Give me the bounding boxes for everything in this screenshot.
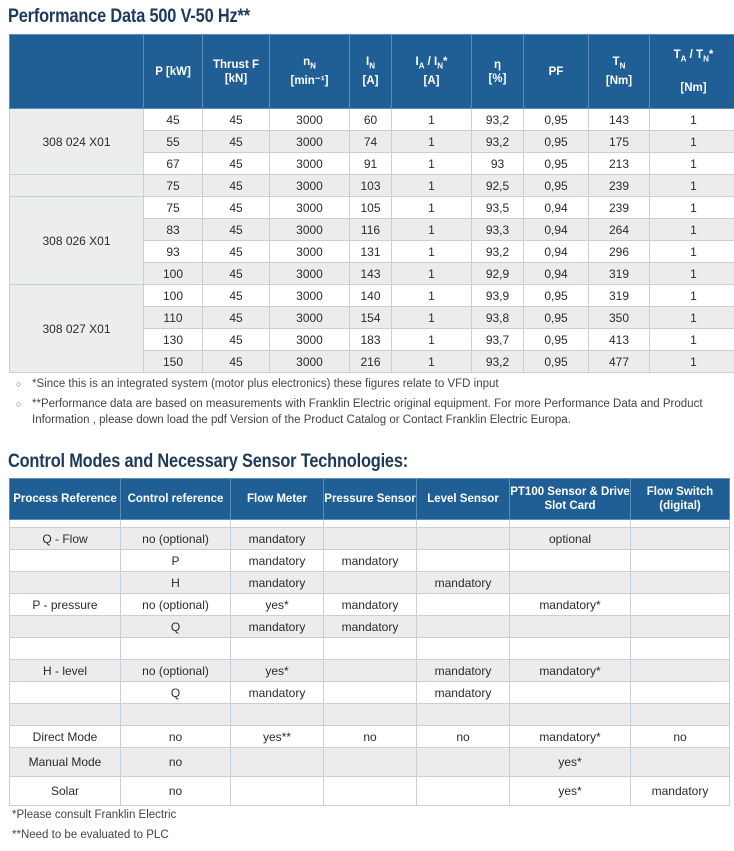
performance-cell: 140 <box>350 285 392 307</box>
performance-cell: 91 <box>350 153 392 175</box>
control-cell <box>417 550 510 572</box>
performance-cell: 150 <box>144 351 203 373</box>
performance-cell: 1 <box>392 175 472 197</box>
control-cell <box>631 682 730 704</box>
control-cell: yes* <box>510 748 631 777</box>
performance-cell: 93,2 <box>472 131 524 153</box>
control-cell <box>417 528 510 550</box>
header-level-sensor: Level Sensor <box>417 479 510 520</box>
control-cell: no <box>631 726 730 748</box>
model-cell: 308 026 X01 <box>10 197 144 285</box>
performance-cell: 45 <box>203 285 270 307</box>
performance-cell: 175 <box>589 131 650 153</box>
header-nn: $n_N$ [min⁻¹] <box>270 35 350 109</box>
control-cell: mandatory* <box>510 594 631 616</box>
process-reference-cell <box>10 704 121 726</box>
performance-cell: 0,95 <box>524 153 589 175</box>
performance-cell: 0,95 <box>524 175 589 197</box>
performance-cell: 1 <box>650 175 734 197</box>
control-cell: yes* <box>231 660 324 682</box>
performance-cell: 45 <box>203 351 270 373</box>
performance-cell: 45 <box>144 109 203 131</box>
control-row <box>10 704 730 726</box>
performance-cell: 3000 <box>270 109 350 131</box>
control-cell: mandatory <box>324 616 417 638</box>
control-cell: no (optional) <box>121 594 231 616</box>
control-row <box>10 572 730 594</box>
performance-cell: 0,95 <box>524 351 589 373</box>
control-cell: optional <box>510 528 631 550</box>
control-cell <box>324 748 417 777</box>
control-cell <box>510 616 631 638</box>
control-cell <box>510 704 631 726</box>
performance-cell: 1 <box>392 153 472 175</box>
header-flow-switch: Flow Switch (digital) <box>631 479 730 520</box>
control-cell <box>417 594 510 616</box>
control-header-row <box>10 479 730 520</box>
control-cell <box>417 704 510 726</box>
performance-row <box>10 175 734 197</box>
performance-cell: 93,3 <box>472 219 524 241</box>
control-cell <box>631 528 730 550</box>
performance-cell: 75 <box>144 175 203 197</box>
performance-cell: 350 <box>589 307 650 329</box>
performance-cell: 1 <box>650 307 734 329</box>
control-cell: Q <box>121 616 231 638</box>
performance-cell: 1 <box>650 241 734 263</box>
control-cell <box>510 572 631 594</box>
performance-cell: 103 <box>350 175 392 197</box>
control-row <box>10 777 730 806</box>
control-cell: Q <box>121 682 231 704</box>
control-cell: no <box>324 726 417 748</box>
performance-row <box>10 285 734 307</box>
performance-cell: 110 <box>144 307 203 329</box>
performance-cell: 154 <box>350 307 392 329</box>
control-cell: mandatory <box>631 777 730 806</box>
performance-cell: 1 <box>392 197 472 219</box>
performance-cell: 92,9 <box>472 263 524 285</box>
control-cell: mandatory <box>231 616 324 638</box>
process-reference-cell <box>10 520 121 528</box>
control-row <box>10 660 730 682</box>
control-cell <box>324 682 417 704</box>
control-cell <box>417 616 510 638</box>
performance-cell: 3000 <box>270 219 350 241</box>
performance-cell: 1 <box>650 351 734 373</box>
performance-cell: 1 <box>392 307 472 329</box>
performance-cell: 93,2 <box>472 351 524 373</box>
control-cell <box>121 704 231 726</box>
performance-cell: 45 <box>203 175 270 197</box>
performance-cell: 1 <box>650 329 734 351</box>
control-cell <box>631 638 730 660</box>
process-reference-cell: Manual Mode <box>10 748 121 777</box>
performance-cell: 1 <box>392 109 472 131</box>
header-tn: $T_N$ [Nm] <box>589 35 650 109</box>
performance-header-row <box>10 35 734 109</box>
performance-cell: 413 <box>589 329 650 351</box>
process-reference-cell: H - level <box>10 660 121 682</box>
header-pt100: PT100 Sensor & Drive Slot Card <box>510 479 631 520</box>
performance-notes <box>16 376 716 428</box>
header-control-reference: Control reference <box>121 479 231 520</box>
process-reference-cell <box>10 616 121 638</box>
header-blank <box>10 35 144 109</box>
header-ta-tn: $T_A / T_N*$ [Nm] <box>650 35 734 109</box>
performance-cell: 1 <box>650 109 734 131</box>
performance-cell: 1 <box>650 153 734 175</box>
header-ia-in: $I_A / I_N*$ [A] <box>392 35 472 109</box>
control-cell: mandatory <box>417 572 510 594</box>
performance-cell: 0,94 <box>524 241 589 263</box>
performance-cell: 0,95 <box>524 307 589 329</box>
performance-cell: 3000 <box>270 329 350 351</box>
performance-cell: 1 <box>650 285 734 307</box>
control-cell <box>631 748 730 777</box>
performance-cell: 93,8 <box>472 307 524 329</box>
performance-cell: 319 <box>589 285 650 307</box>
performance-cell: 3000 <box>270 307 350 329</box>
control-row <box>10 616 730 638</box>
control-row <box>10 748 730 777</box>
performance-cell: 74 <box>350 131 392 153</box>
control-cell <box>231 704 324 726</box>
performance-cell: 143 <box>589 109 650 131</box>
performance-cell: 0,95 <box>524 131 589 153</box>
control-cell <box>631 572 730 594</box>
control-cell <box>324 777 417 806</box>
control-cell: no <box>121 726 231 748</box>
control-cell <box>324 638 417 660</box>
performance-cell: 3000 <box>270 131 350 153</box>
performance-cell: 105 <box>350 197 392 219</box>
process-reference-cell <box>10 572 121 594</box>
control-cell <box>510 520 631 528</box>
control-cell: mandatory <box>417 682 510 704</box>
control-cell <box>510 550 631 572</box>
note-vfd: ○ *Since this is an integrated system (motor plus electronics) these figures relate to VFD input <box>16 376 716 392</box>
control-cell <box>324 660 417 682</box>
control-cell: no (optional) <box>121 660 231 682</box>
performance-cell: 0,95 <box>524 285 589 307</box>
process-reference-cell <box>10 638 121 660</box>
performance-cell: 93,2 <box>472 109 524 131</box>
control-cell: mandatory <box>231 572 324 594</box>
control-cell <box>231 520 324 528</box>
control-cell: H <box>121 572 231 594</box>
control-cell <box>631 616 730 638</box>
performance-cell: 130 <box>144 329 203 351</box>
performance-cell: 1 <box>392 329 472 351</box>
control-cell: mandatory <box>231 682 324 704</box>
performance-cell: 1 <box>650 197 734 219</box>
control-row <box>10 528 730 550</box>
performance-cell: 116 <box>350 219 392 241</box>
performance-cell: 0,94 <box>524 263 589 285</box>
control-cell: P <box>121 550 231 572</box>
control-cell: mandatory <box>231 528 324 550</box>
control-cell: mandatory <box>324 550 417 572</box>
performance-cell: 3000 <box>270 197 350 219</box>
header-pf: PF <box>524 35 589 109</box>
header-thrust: Thrust F [kN] <box>203 35 270 109</box>
performance-cell: 0,95 <box>524 329 589 351</box>
control-row <box>10 520 730 528</box>
control-cell: yes* <box>231 594 324 616</box>
performance-cell: 45 <box>203 109 270 131</box>
process-reference-cell: P - pressure <box>10 594 121 616</box>
performance-cell: 143 <box>350 263 392 285</box>
control-cell: mandatory <box>417 660 510 682</box>
performance-cell: 45 <box>203 197 270 219</box>
model-cell <box>10 175 144 197</box>
performance-cell: 264 <box>589 219 650 241</box>
control-cell <box>231 748 324 777</box>
control-cell <box>631 520 730 528</box>
control-table <box>9 478 730 806</box>
control-cell <box>121 638 231 660</box>
performance-cell: 67 <box>144 153 203 175</box>
control-cell <box>417 777 510 806</box>
footnote-consult: *Please consult Franklin Electric <box>12 809 177 821</box>
performance-cell: 60 <box>350 109 392 131</box>
performance-cell: 131 <box>350 241 392 263</box>
header-in: $I_N$ [A] <box>350 35 392 109</box>
control-cell: no <box>121 777 231 806</box>
process-reference-cell: Solar <box>10 777 121 806</box>
control-cell <box>324 528 417 550</box>
performance-cell: 92,5 <box>472 175 524 197</box>
performance-cell: 83 <box>144 219 203 241</box>
performance-row <box>10 109 734 131</box>
performance-cell: 45 <box>203 153 270 175</box>
process-reference-cell: Direct Mode <box>10 726 121 748</box>
performance-cell: 3000 <box>270 285 350 307</box>
performance-cell: 1 <box>650 263 734 285</box>
process-reference-cell <box>10 682 121 704</box>
control-cell: no <box>417 726 510 748</box>
control-cell: yes** <box>231 726 324 748</box>
performance-cell: 93,2 <box>472 241 524 263</box>
control-cell <box>631 704 730 726</box>
performance-cell: 1 <box>392 351 472 373</box>
performance-cell: 0,94 <box>524 219 589 241</box>
performance-cell: 3000 <box>270 175 350 197</box>
footnote-plc: **Need to be evaluated to PLC <box>12 829 169 841</box>
performance-cell: 45 <box>203 131 270 153</box>
note-performance: ○ **Performance data are based on measurements with Franklin Electric original equipment. For more Performance Data and Product Information , please down load the pdf Version of the Product Catalog or Contact Franklin Electric Europa. <box>16 396 716 428</box>
control-cell: mandatory <box>324 594 417 616</box>
header-process-reference: Process Reference <box>10 479 121 520</box>
performance-cell: 216 <box>350 351 392 373</box>
performance-row <box>10 197 734 219</box>
performance-cell: 3000 <box>270 351 350 373</box>
control-cell <box>631 660 730 682</box>
performance-cell: 3000 <box>270 153 350 175</box>
performance-cell: 100 <box>144 263 203 285</box>
control-cell <box>324 572 417 594</box>
performance-cell: 93,5 <box>472 197 524 219</box>
performance-cell: 1 <box>650 131 734 153</box>
control-cell: mandatory <box>231 550 324 572</box>
performance-cell: 93,9 <box>472 285 524 307</box>
control-row <box>10 594 730 616</box>
performance-cell: 45 <box>203 329 270 351</box>
control-cell <box>121 520 231 528</box>
performance-cell: 239 <box>589 175 650 197</box>
control-cell <box>631 550 730 572</box>
performance-cell: 0,94 <box>524 197 589 219</box>
performance-cell: 3000 <box>270 241 350 263</box>
performance-cell: 1 <box>392 131 472 153</box>
control-row <box>10 638 730 660</box>
control-cell <box>417 520 510 528</box>
performance-cell: 0,95 <box>524 109 589 131</box>
performance-cell: 45 <box>203 307 270 329</box>
performance-cell: 100 <box>144 285 203 307</box>
performance-cell: 55 <box>144 131 203 153</box>
performance-cell: 3000 <box>270 263 350 285</box>
control-cell: mandatory* <box>510 660 631 682</box>
performance-cell: 1 <box>392 219 472 241</box>
performance-cell: 45 <box>203 219 270 241</box>
performance-cell: 75 <box>144 197 203 219</box>
performance-cell: 93 <box>472 153 524 175</box>
process-reference-cell: Q - Flow <box>10 528 121 550</box>
performance-cell: 1 <box>392 263 472 285</box>
control-cell: no <box>121 748 231 777</box>
performance-table <box>9 34 734 373</box>
control-row <box>10 726 730 748</box>
performance-cell: 183 <box>350 329 392 351</box>
control-row <box>10 682 730 704</box>
performance-cell: 477 <box>589 351 650 373</box>
performance-cell: 296 <box>589 241 650 263</box>
header-p: P [kW] <box>144 35 203 109</box>
control-cell <box>324 704 417 726</box>
control-cell: mandatory* <box>510 726 631 748</box>
performance-cell: 93,7 <box>472 329 524 351</box>
control-cell <box>510 682 631 704</box>
performance-cell: 93 <box>144 241 203 263</box>
control-cell <box>417 638 510 660</box>
control-cell: yes* <box>510 777 631 806</box>
header-eta: η [%] <box>472 35 524 109</box>
performance-cell: 45 <box>203 241 270 263</box>
performance-cell: 239 <box>589 197 650 219</box>
control-title: Control Modes and Necessary Sensor Technologies: <box>8 451 409 472</box>
performance-cell: 1 <box>392 241 472 263</box>
performance-cell: 45 <box>203 263 270 285</box>
header-pressure-sensor: Pressure Sensor <box>324 479 417 520</box>
performance-title: Performance Data 500 V-50 Hz** <box>8 6 250 27</box>
control-cell <box>417 748 510 777</box>
performance-cell: 213 <box>589 153 650 175</box>
control-cell <box>231 638 324 660</box>
performance-cell: 1 <box>392 285 472 307</box>
performance-cell: 319 <box>589 263 650 285</box>
performance-cell: 1 <box>650 219 734 241</box>
control-row <box>10 550 730 572</box>
process-reference-cell <box>10 550 121 572</box>
control-cell: no (optional) <box>121 528 231 550</box>
header-flow-meter: Flow Meter <box>231 479 324 520</box>
control-cell <box>324 520 417 528</box>
model-cell: 308 027 X01 <box>10 285 144 373</box>
model-cell: 308 024 X01 <box>10 109 144 175</box>
control-cell <box>510 638 631 660</box>
control-cell <box>231 777 324 806</box>
control-cell <box>631 594 730 616</box>
